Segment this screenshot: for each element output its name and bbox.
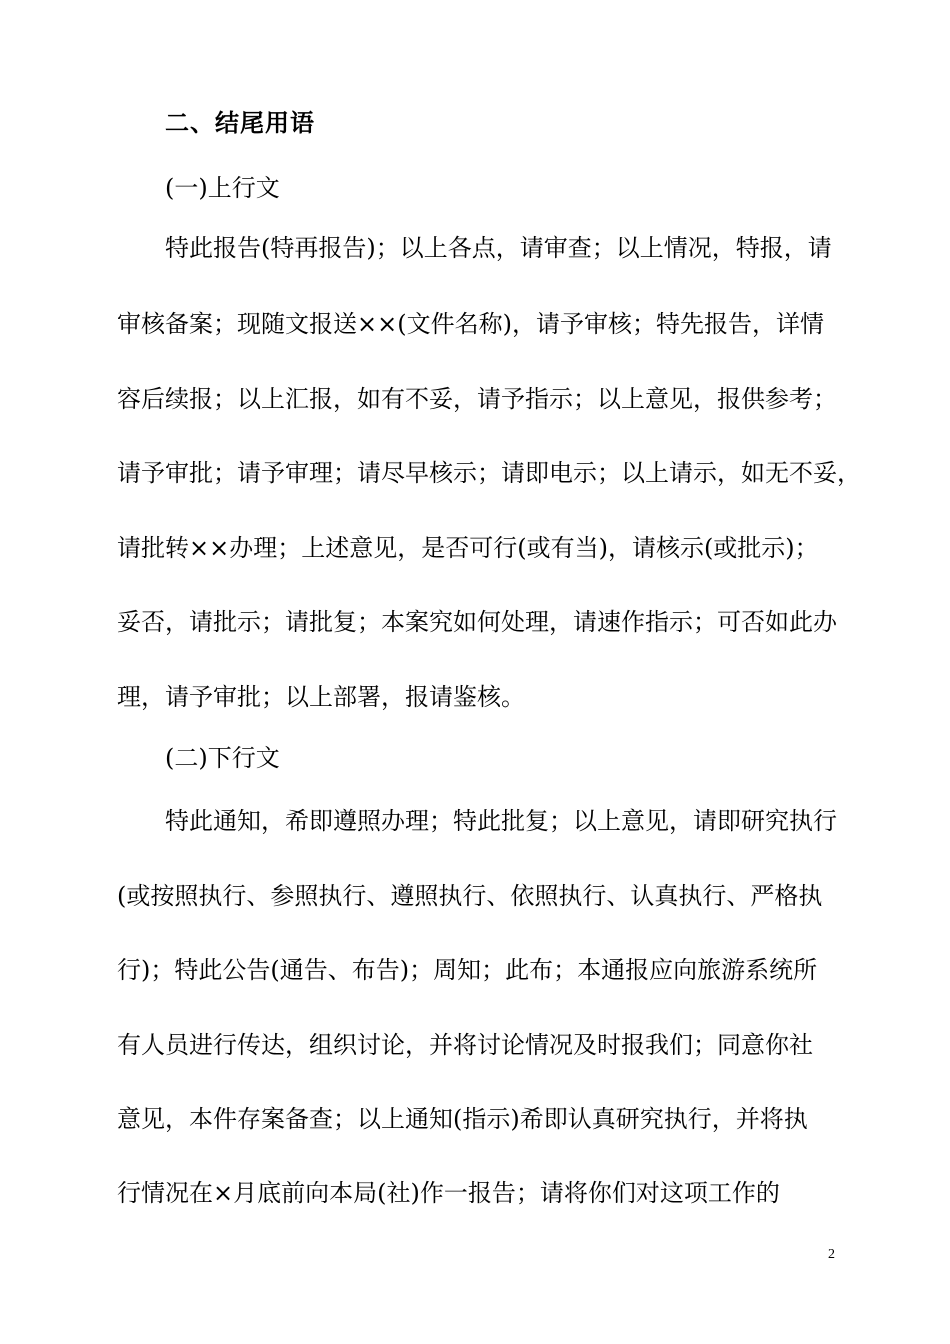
paragraph-line: 理，请予审批；以上部署，报请鉴核。 (117, 683, 525, 711)
paragraph-line: 请批转××办理；上述意见，是否可行(或有当)，请核示(或批示)； (117, 534, 819, 562)
paragraph-line: 特此报告(特再报告)；以上各点，请审查；以上情况，特报，请 (165, 234, 832, 262)
paragraph-line: 请予审批；请予审理；请尽早核示；请即电示；以上请示，如无不妥， (117, 459, 861, 487)
page-number: 2 (828, 1247, 835, 1262)
paragraph-line: 意见，本件存案备查；以上通知(指示)希即认真研究执行，并将执 (117, 1105, 808, 1133)
paragraph-line: 审核备案；现随文报送××(文件名称)，请予审核；特先报告，详情 (117, 310, 824, 338)
paragraph-line: 容后续报；以上汇报，如有不妥，请予指示；以上意见，报供参考； (117, 385, 837, 413)
subsection-title-downward: (二)下行文 (165, 744, 280, 772)
paragraph-line: 有人员进行传达，组织讨论，并将讨论情况及时报我们；同意你社 (117, 1031, 813, 1059)
paragraph-line: 妥否，请批示；请批复；本案究如何处理，请速作指示；可否如此办 (117, 608, 837, 636)
paragraph-line: 行)；特此公告(通告、布告)；周知；此布；本通报应向旅游系统所 (117, 956, 818, 984)
paragraph-line: 行情况在×月底前向本局(社)作一报告；请将你们对这项工作的 (117, 1179, 780, 1207)
paragraph-line: 特此通知，希即遵照办理；特此批复；以上意见，请即研究执行 (165, 807, 837, 835)
section-heading: 二、结尾用语 (165, 108, 315, 137)
paragraph-line: (或按照执行、参照执行、遵照执行、依照执行、认真执行、严格执 (117, 882, 823, 910)
subsection-title-upward: (一)上行文 (165, 174, 280, 202)
